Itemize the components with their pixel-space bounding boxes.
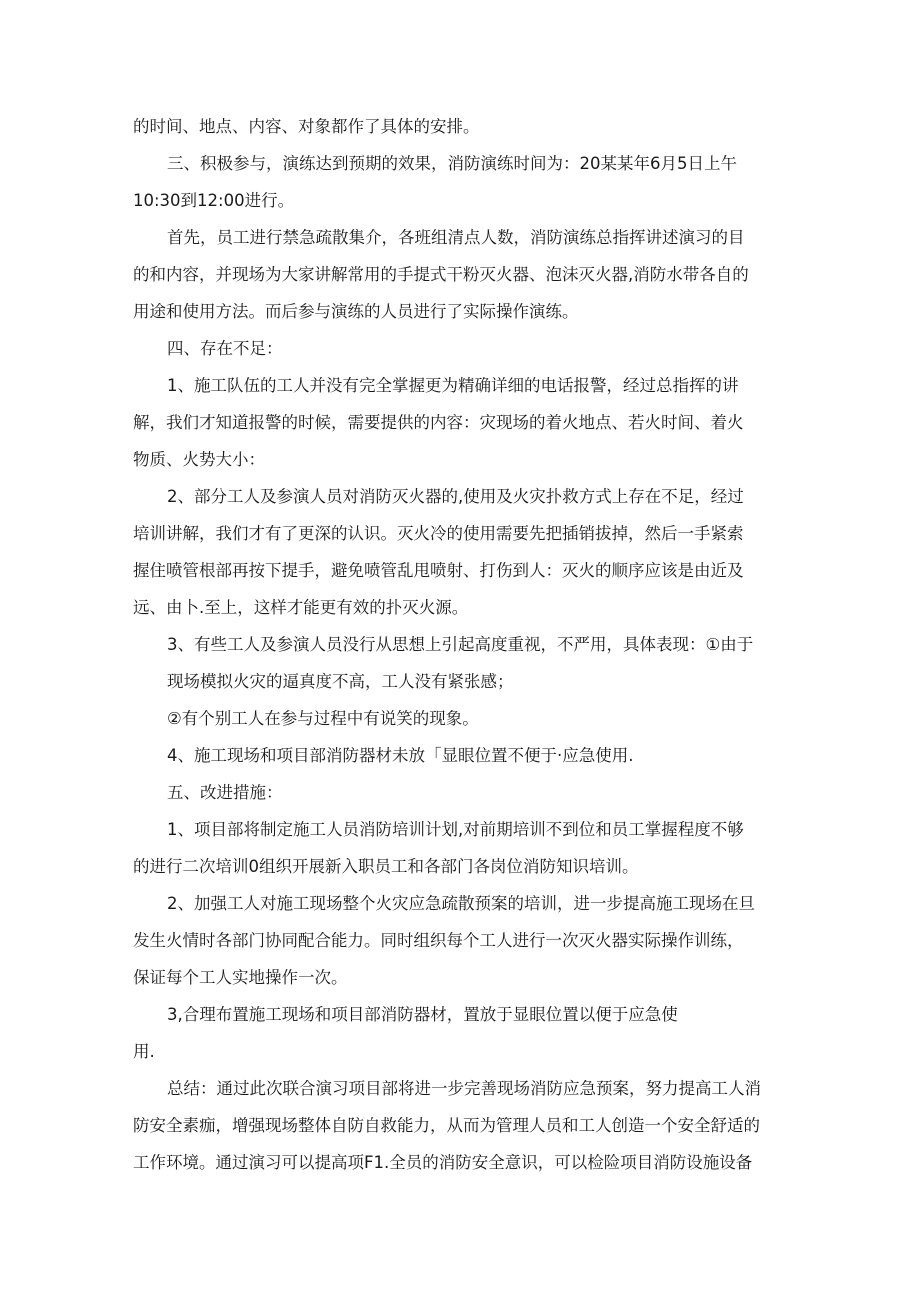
text-line: 的和内容，并现场为大家讲解常用的手提式干粉灭火器、泡沫灭火器,消防水带各自的 [133,265,749,284]
document-body [133,108,783,1181]
text-line: 用. [133,1042,155,1061]
text-line: 首先，员工进行禁急疏散集介，各班组清点人数，消防演练总指挥讲述演习的目 [167,228,745,247]
text-line: 远、由卜.至上，这样才能更有效的扑灭火源。 [133,598,469,617]
text-line: 1、施工队伍的工人并没有完全掌握更为精确详细的电话报警，经过总指挥的讲 [167,376,739,395]
text-line: 2、加强工人对施工现场整个火灾应急疏散预案的培训，进一步提高施工现场在旦 [167,894,755,913]
text-line: 4、施工现场和项目部消防器材未放「显眼位置不便于·应急使用. [167,746,634,765]
text-line: ②有个别工人在参与过程中有说笑的现象。 [167,709,479,728]
text-line: 握住喷管根部再按下提手，避免喷管乱甩喷射、打伤到人：灭火的顺序应该是由近及 [133,561,744,580]
text-line: 发生火情时各部门协同配合能力。同时组织每个工人进行一次灭火器实际操作训练， [133,931,744,950]
text-line: 3、有些工人及参演人员没行从思想上引起高度重视，不严用，具体表现：①由于 [167,635,754,654]
text-line: 的时间、地点、内容、对象都作了具体的安排。 [133,117,480,136]
text-line: 用途和使用方法。而后参与演练的人员进行了实际操作演练。 [133,302,579,321]
text-line: 四、存在不足： [167,339,283,358]
text-line: 1、项目部将制定施工人员消防培训计划,对前期培训不到位和员工掌握程度不够 [167,820,744,839]
text-line: 总结：通过此次联合演习项目部将进一步完善现场消防应急预案，努力提高工人消 [167,1079,761,1098]
text-line: 解，我们才知道报警的时候，需要提供的内容：灾现场的着火地点、若火时间、着火 [133,413,744,432]
text-line: 2、部分工人及参演人员对消防灭火器的,使用及火灾扑救方式上存在不足，经过 [167,487,744,506]
text-line: 3,合理布置施工现场和项目部消防器材，置放于显眼位置以便于应急使 [167,1005,678,1024]
text-line: 工作环境。通过演习可以提高项F1.全员的消防安全意识，可以检险项目消防设施设备 [133,1153,753,1172]
text-line: 物质、火势大小： [133,450,265,469]
text-line: 现场模拟火灾的逼真度不高，工人没有紧张感； [167,672,514,691]
text-line: 的进行二次培训0组织开展新入职员工和各部门各岗位消防知识培训。 [133,857,639,876]
text-line: 三、积极参与，演练达到预期的效果，消防演练时间为：20某某年6月5日上午 [167,154,737,173]
text-line: 保证每个工人实地操作一次。 [133,968,348,987]
text-line: 培训讲解，我们才有了更深的认识。灭火冷的使用需要先把插销拔掉，然后一手紧索 [133,524,744,543]
text-line: 防安全素痂，增强现场整体自防自救能力，从而为管理人员和工人创造一个安全舒适的 [133,1116,760,1135]
text-line: 五、改进措施： [167,783,283,802]
text-line: 10:30到12:00进行。 [133,191,295,210]
